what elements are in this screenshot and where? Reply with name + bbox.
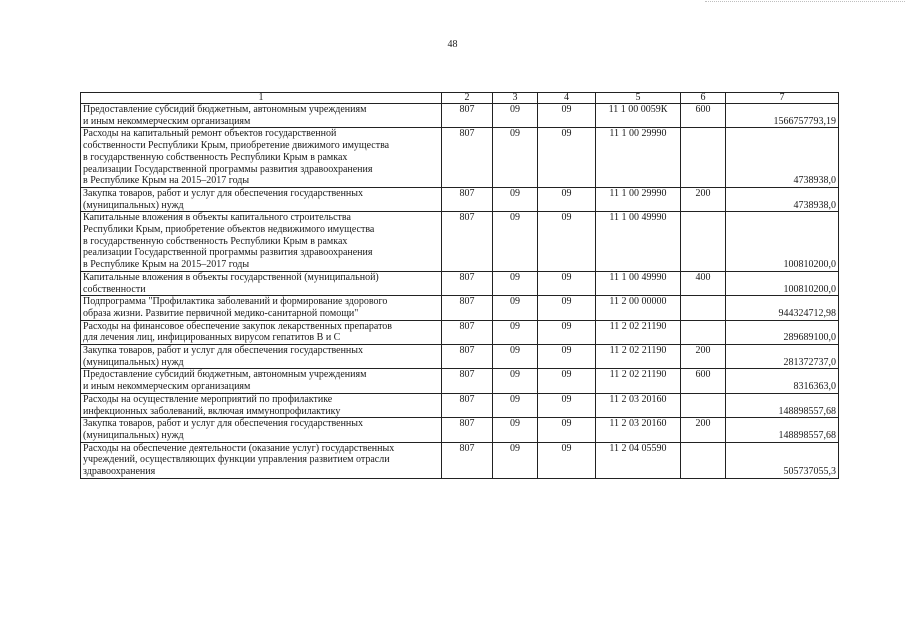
column-header: 3 bbox=[493, 93, 538, 104]
expense-name-line: Республики Крым, приобретение объектов недвижимого имущества bbox=[83, 224, 375, 236]
ministry-code-cell: 807 bbox=[442, 418, 493, 442]
expense-name-line: Капитальные вложения в объекты государственной (муниципальной) bbox=[83, 271, 379, 283]
subsection-code-cell: 09 bbox=[538, 212, 596, 272]
expense-name-line: Подпрограмма "Профилактика заболеваний и формирование здорового bbox=[83, 296, 388, 308]
table-row bbox=[81, 128, 839, 188]
expense-name-line: Закупка товаров, работ и услуг для обеспечения государственных bbox=[83, 187, 364, 199]
expense-name-line: образа жизни. Развитие первичной медико-санитарной помощи" bbox=[83, 307, 359, 319]
expense-name-line: Расходы на обеспечение деятельности (оказание услуг) государственных bbox=[83, 442, 395, 454]
expense-name-line: реализации Государственной программы развития здравоохранения bbox=[83, 163, 373, 175]
expense-name-line: в Республике Крым на 2015–2017 годы bbox=[83, 175, 250, 187]
expense-name-line: Предоставление субсидий бюджетным, автономным учреждениям bbox=[83, 369, 367, 381]
amount-cell: 281372737,0 bbox=[726, 345, 839, 369]
column-header: 5 bbox=[596, 93, 681, 104]
section-code-cell: 09 bbox=[493, 187, 538, 211]
expense-name-cell bbox=[81, 128, 442, 188]
subsection-code-cell: 09 bbox=[538, 393, 596, 417]
target-article-cell: 11 1 00 49990 bbox=[596, 271, 681, 295]
table-row bbox=[81, 320, 839, 344]
expense-name-cell bbox=[81, 345, 442, 369]
expense-name-cell bbox=[81, 393, 442, 417]
expense-type-cell bbox=[681, 320, 726, 344]
expense-type-cell: 600 bbox=[681, 369, 726, 393]
expense-type-cell bbox=[681, 393, 726, 417]
expense-name-line: Расходы на финансовое обеспечение закупок лекарственных препаратов bbox=[83, 320, 393, 332]
subsection-code-cell: 09 bbox=[538, 418, 596, 442]
column-header: 4 bbox=[538, 93, 596, 104]
ministry-code-cell: 807 bbox=[442, 320, 493, 344]
section-code-cell: 09 bbox=[493, 369, 538, 393]
column-header: 1 bbox=[81, 93, 442, 104]
table-header-row bbox=[81, 93, 839, 104]
table-row bbox=[81, 369, 839, 393]
expense-name-line: инфекционных заболеваний, включая иммунопрофилактику bbox=[83, 405, 341, 417]
expense-type-cell: 400 bbox=[681, 271, 726, 295]
expense-name-cell bbox=[81, 271, 442, 295]
amount-cell: 148898557,68 bbox=[726, 418, 839, 442]
expense-name-line: Расходы на капитальный ремонт объектов государственной bbox=[83, 128, 337, 140]
expense-name-cell bbox=[81, 104, 442, 128]
subsection-code-cell: 09 bbox=[538, 369, 596, 393]
column-header: 6 bbox=[681, 93, 726, 104]
amount-cell: 100810200,0 bbox=[726, 212, 839, 272]
table-row bbox=[81, 418, 839, 442]
section-code-cell: 09 bbox=[493, 345, 538, 369]
subsection-code-cell: 09 bbox=[538, 187, 596, 211]
budget-table bbox=[80, 92, 839, 479]
expense-name-line: Расходы на осуществление мероприятий по профилактике bbox=[83, 393, 333, 405]
subsection-code-cell: 09 bbox=[538, 128, 596, 188]
ministry-code-cell: 807 bbox=[442, 271, 493, 295]
expense-name-cell bbox=[81, 418, 442, 442]
subsection-code-cell: 09 bbox=[538, 442, 596, 478]
table-row bbox=[81, 187, 839, 211]
expense-name-line: (муниципальных) нужд bbox=[83, 356, 184, 368]
expense-name-line: (муниципальных) нужд bbox=[83, 429, 184, 441]
section-code-cell: 09 bbox=[493, 271, 538, 295]
ministry-code-cell: 807 bbox=[442, 442, 493, 478]
column-header: 7 bbox=[726, 93, 839, 104]
expense-type-cell bbox=[681, 128, 726, 188]
target-article-cell: 11 1 00 49990 bbox=[596, 212, 681, 272]
target-article-cell: 11 2 02 21190 bbox=[596, 320, 681, 344]
expense-name-line: Закупка товаров, работ и услуг для обеспечения государственных bbox=[83, 345, 364, 357]
amount-cell: 505737055,3 bbox=[726, 442, 839, 478]
expense-name-cell bbox=[81, 296, 442, 320]
table-row bbox=[81, 104, 839, 128]
column-header: 2 bbox=[442, 93, 493, 104]
expense-name-cell bbox=[81, 212, 442, 272]
ministry-code-cell: 807 bbox=[442, 104, 493, 128]
expense-type-cell bbox=[681, 442, 726, 478]
expense-name-cell bbox=[81, 442, 442, 478]
section-code-cell: 09 bbox=[493, 442, 538, 478]
expense-name-line: в Республике Крым на 2015–2017 годы bbox=[83, 259, 250, 271]
amount-cell: 4738938,0 bbox=[726, 187, 839, 211]
section-code-cell: 09 bbox=[493, 320, 538, 344]
amount-cell: 4738938,0 bbox=[726, 128, 839, 188]
expense-name-line: Предоставление субсидий бюджетным, автономным учреждениям bbox=[83, 104, 367, 115]
target-article-cell: 11 1 00 0059К bbox=[596, 104, 681, 128]
amount-cell: 8316363,0 bbox=[726, 369, 839, 393]
expense-name-line: Закупка товаров, работ и услуг для обеспечения государственных bbox=[83, 418, 364, 430]
expense-name-line: учреждений, осуществляющих функции управления развитием отрасли bbox=[83, 454, 390, 466]
expense-name-line: (муниципальных) нужд bbox=[83, 199, 184, 211]
expense-name-cell bbox=[81, 320, 442, 344]
expense-name-line: в государственную собственность Республики Крым в рамках bbox=[83, 151, 348, 163]
expense-name-line: реализации Государственной программы развития здравоохранения bbox=[83, 247, 373, 259]
section-code-cell: 09 bbox=[493, 418, 538, 442]
scan-edge-mark bbox=[705, 1, 905, 4]
expense-type-cell: 200 bbox=[681, 187, 726, 211]
expense-type-cell: 200 bbox=[681, 345, 726, 369]
target-article-cell: 11 2 02 21190 bbox=[596, 369, 681, 393]
amount-cell: 100810200,0 bbox=[726, 271, 839, 295]
expense-name-line: собственности bbox=[83, 283, 146, 295]
expense-name-line: собственности Республики Крым, приобретение движимого имущества bbox=[83, 140, 390, 152]
expense-name-cell bbox=[81, 369, 442, 393]
expense-name-line: Капитальные вложения в объекты капитального строительства bbox=[83, 212, 351, 224]
section-code-cell: 09 bbox=[493, 393, 538, 417]
subsection-code-cell: 09 bbox=[538, 345, 596, 369]
table-row bbox=[81, 393, 839, 417]
expense-name-line: здравоохранения bbox=[83, 466, 156, 478]
target-article-cell: 11 2 03 20160 bbox=[596, 418, 681, 442]
table-row bbox=[81, 442, 839, 478]
target-article-cell: 11 2 04 05590 bbox=[596, 442, 681, 478]
section-code-cell: 09 bbox=[493, 128, 538, 188]
amount-cell: 1566757793,19 bbox=[726, 104, 839, 128]
table-row bbox=[81, 212, 839, 272]
ministry-code-cell: 807 bbox=[442, 187, 493, 211]
table-row bbox=[81, 271, 839, 295]
amount-cell: 289689100,0 bbox=[726, 320, 839, 344]
expense-name-line: и иным некоммерческим организациям bbox=[83, 115, 251, 127]
expense-name-line: в государственную собственность Республики Крым в рамках bbox=[83, 235, 348, 247]
expense-type-cell bbox=[681, 296, 726, 320]
expense-type-cell: 600 bbox=[681, 104, 726, 128]
expense-name-line: для лечения лиц, инфицированных вирусом гепатитов В и С bbox=[83, 332, 341, 344]
table-row bbox=[81, 296, 839, 320]
table-row bbox=[81, 345, 839, 369]
target-article-cell: 11 1 00 29990 bbox=[596, 187, 681, 211]
ministry-code-cell: 807 bbox=[442, 345, 493, 369]
section-code-cell: 09 bbox=[493, 104, 538, 128]
expense-type-cell: 200 bbox=[681, 418, 726, 442]
section-code-cell: 09 bbox=[493, 212, 538, 272]
target-article-cell: 11 2 03 20160 bbox=[596, 393, 681, 417]
expense-type-cell bbox=[681, 212, 726, 272]
expense-name-cell bbox=[81, 187, 442, 211]
ministry-code-cell: 807 bbox=[442, 296, 493, 320]
ministry-code-cell: 807 bbox=[442, 128, 493, 188]
amount-cell: 944324712,98 bbox=[726, 296, 839, 320]
ministry-code-cell: 807 bbox=[442, 212, 493, 272]
section-code-cell: 09 bbox=[493, 296, 538, 320]
page-number: 48 bbox=[447, 39, 458, 50]
subsection-code-cell: 09 bbox=[538, 271, 596, 295]
subsection-code-cell: 09 bbox=[538, 320, 596, 344]
ministry-code-cell: 807 bbox=[442, 369, 493, 393]
subsection-code-cell: 09 bbox=[538, 104, 596, 128]
ministry-code-cell: 807 bbox=[442, 393, 493, 417]
target-article-cell: 11 2 00 00000 bbox=[596, 296, 681, 320]
target-article-cell: 11 1 00 29990 bbox=[596, 128, 681, 188]
expense-name-line: и иным некоммерческим организациям bbox=[83, 381, 251, 393]
subsection-code-cell: 09 bbox=[538, 296, 596, 320]
target-article-cell: 11 2 02 21190 bbox=[596, 345, 681, 369]
amount-cell: 148898557,68 bbox=[726, 393, 839, 417]
